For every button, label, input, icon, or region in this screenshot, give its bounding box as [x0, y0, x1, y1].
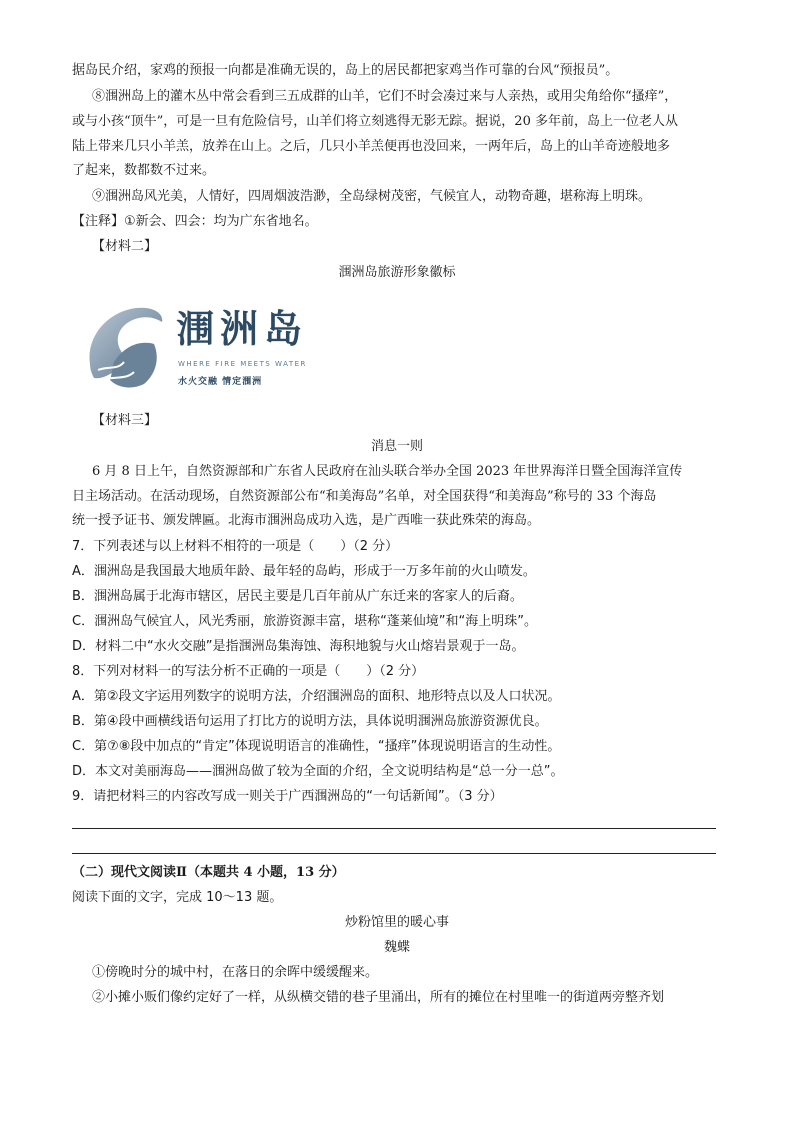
- logo-slogan: 水火交融 情定涠洲: [178, 377, 263, 387]
- material3-line-1: 6 月 8 日上午，自然资源部和广东省人民政府在汕头联合举办全国 2023 年世界海洋日暨全国海洋宣传: [92, 464, 683, 479]
- question-7-option-a: A．涠洲岛是我国最大地质年龄、最年轻的岛屿，形成于一万多年前的火山喷发。: [72, 564, 536, 579]
- question-7: 7．下列表述与以上材料不相符的一项是（ ）（2 分）: [72, 539, 399, 554]
- question-8-option-c: C．第⑦⑧段中加点的“肯定”体现说明语言的准确性，“搔痒”体现说明语言的生动性。: [72, 739, 561, 754]
- article-title: 炒粉馆里的暖心事: [344, 915, 449, 930]
- paragraph-8-line-3: 陆上带来几只小羊羔，放养在山上。之后，几只小羊羔便再也没回来，一两年后，岛上的山羊奇迹般地多: [72, 139, 671, 154]
- answer-line-2[interactable]: [72, 853, 716, 854]
- question-8-option-d: D．本文对美丽海岛——涠洲岛做了较为全面的介绍，全文说明结构是“总一分一总”。: [72, 764, 564, 779]
- question-7-option-d: D．材料二中“水火交融”是指涠洲岛集海蚀、海积地貌与火山熔岩景观于一岛。: [72, 639, 525, 654]
- question-8: 8．下列对材料一的写法分析不正确的一项是（ ）（2 分）: [72, 664, 425, 679]
- material3-label: 【材料三】: [92, 413, 158, 428]
- article-author: 魏蝶: [383, 940, 410, 955]
- section-2-heading: （二）现代文阅读Ⅱ（本题共 4 小题，13 分）: [72, 865, 345, 880]
- article-paragraph-2: ②小摊小贩们像约定好了一样，从纵横交错的巷子里涌出，所有的摊位在村里唯一的街道两旁整齐划: [92, 990, 665, 1005]
- material3-line-2: 日主场活动。在活动现场，自然资源部公布“和美海岛”名单，对全国获得“和美海岛”称号的 33 个海岛: [72, 489, 657, 504]
- material1-line: 据岛民介绍，家鸡的预报一向都是准确无误的，岛上的居民都把家鸡当作可靠的台风“预报员”。: [72, 63, 619, 78]
- material3-line-3: 统一授予证书、颁发牌匾。北海市涠洲岛成功入选，是广西唯一获此殊荣的海岛。: [72, 513, 541, 528]
- section-2-instruction: 阅读下面的文字，完成 10～13 题。: [72, 890, 283, 905]
- question-7-option-b: B．涠洲岛属于北海市辖区，居民主要是几百年前从广东迁来的客家人的后裔。: [72, 589, 523, 604]
- weizhou-island-logo: [84, 300, 346, 396]
- paragraph-9: ⑨涠洲岛风光美，人情好，四周烟波浩渺，全岛绿树茂密，气候宜人，动物奇趣，堪称海上明珠。: [92, 189, 652, 204]
- paragraph-8-line-1: ⑧涠洲岛上的灌木丛中常会看到三五成群的山羊，它们不时会凑过来与人亲热，或用尖角给你“搔痒”，: [92, 89, 678, 104]
- material2-caption: 涠洲岛旅游形象徽标: [338, 265, 456, 280]
- logo-english-tagline: WHERE FIRE MEETS WATER: [178, 360, 307, 368]
- paragraph-8-line-4: 了起来，数都数不过来。: [72, 163, 216, 178]
- question-8-option-a: A．第②段文字运用列数字的说明方法，介绍涠洲岛的面积、地形特点以及人口状况。: [72, 689, 561, 704]
- paragraph-8-line-2: 或与小孩“顶牛”，可是一旦有危险信号，山羊们将立刻逃得无影无踪。据说，20 多年前，岛上一位老人从: [72, 114, 678, 129]
- question-8-option-b: B．第④段中画横线语句运用了打比方的说明方法，具体说明涠洲岛旅游资源优良。: [72, 714, 548, 729]
- question-7-option-c: C．涠洲岛气候宜人，风光秀丽，旅游资源丰富，堪称“蓬莱仙境”和“海上明珠”。: [72, 614, 538, 629]
- annotation-note: 【注释】①新会、四会：均为广东省地名。: [72, 214, 318, 229]
- question-9: 9．请把材料三的内容改写成一则关于广西涠洲岛的“一句话新闻”。（3 分）: [72, 789, 503, 804]
- answer-line-1[interactable]: [72, 828, 716, 829]
- logo-chinese-name: 涠洲岛: [176, 307, 309, 351]
- article-paragraph-1: ①傍晚时分的城中村，在落日的余晖中缓缓醒来。: [92, 965, 379, 980]
- material3-title: 消息一则: [370, 439, 423, 454]
- material2-label: 【材料二】: [92, 239, 158, 254]
